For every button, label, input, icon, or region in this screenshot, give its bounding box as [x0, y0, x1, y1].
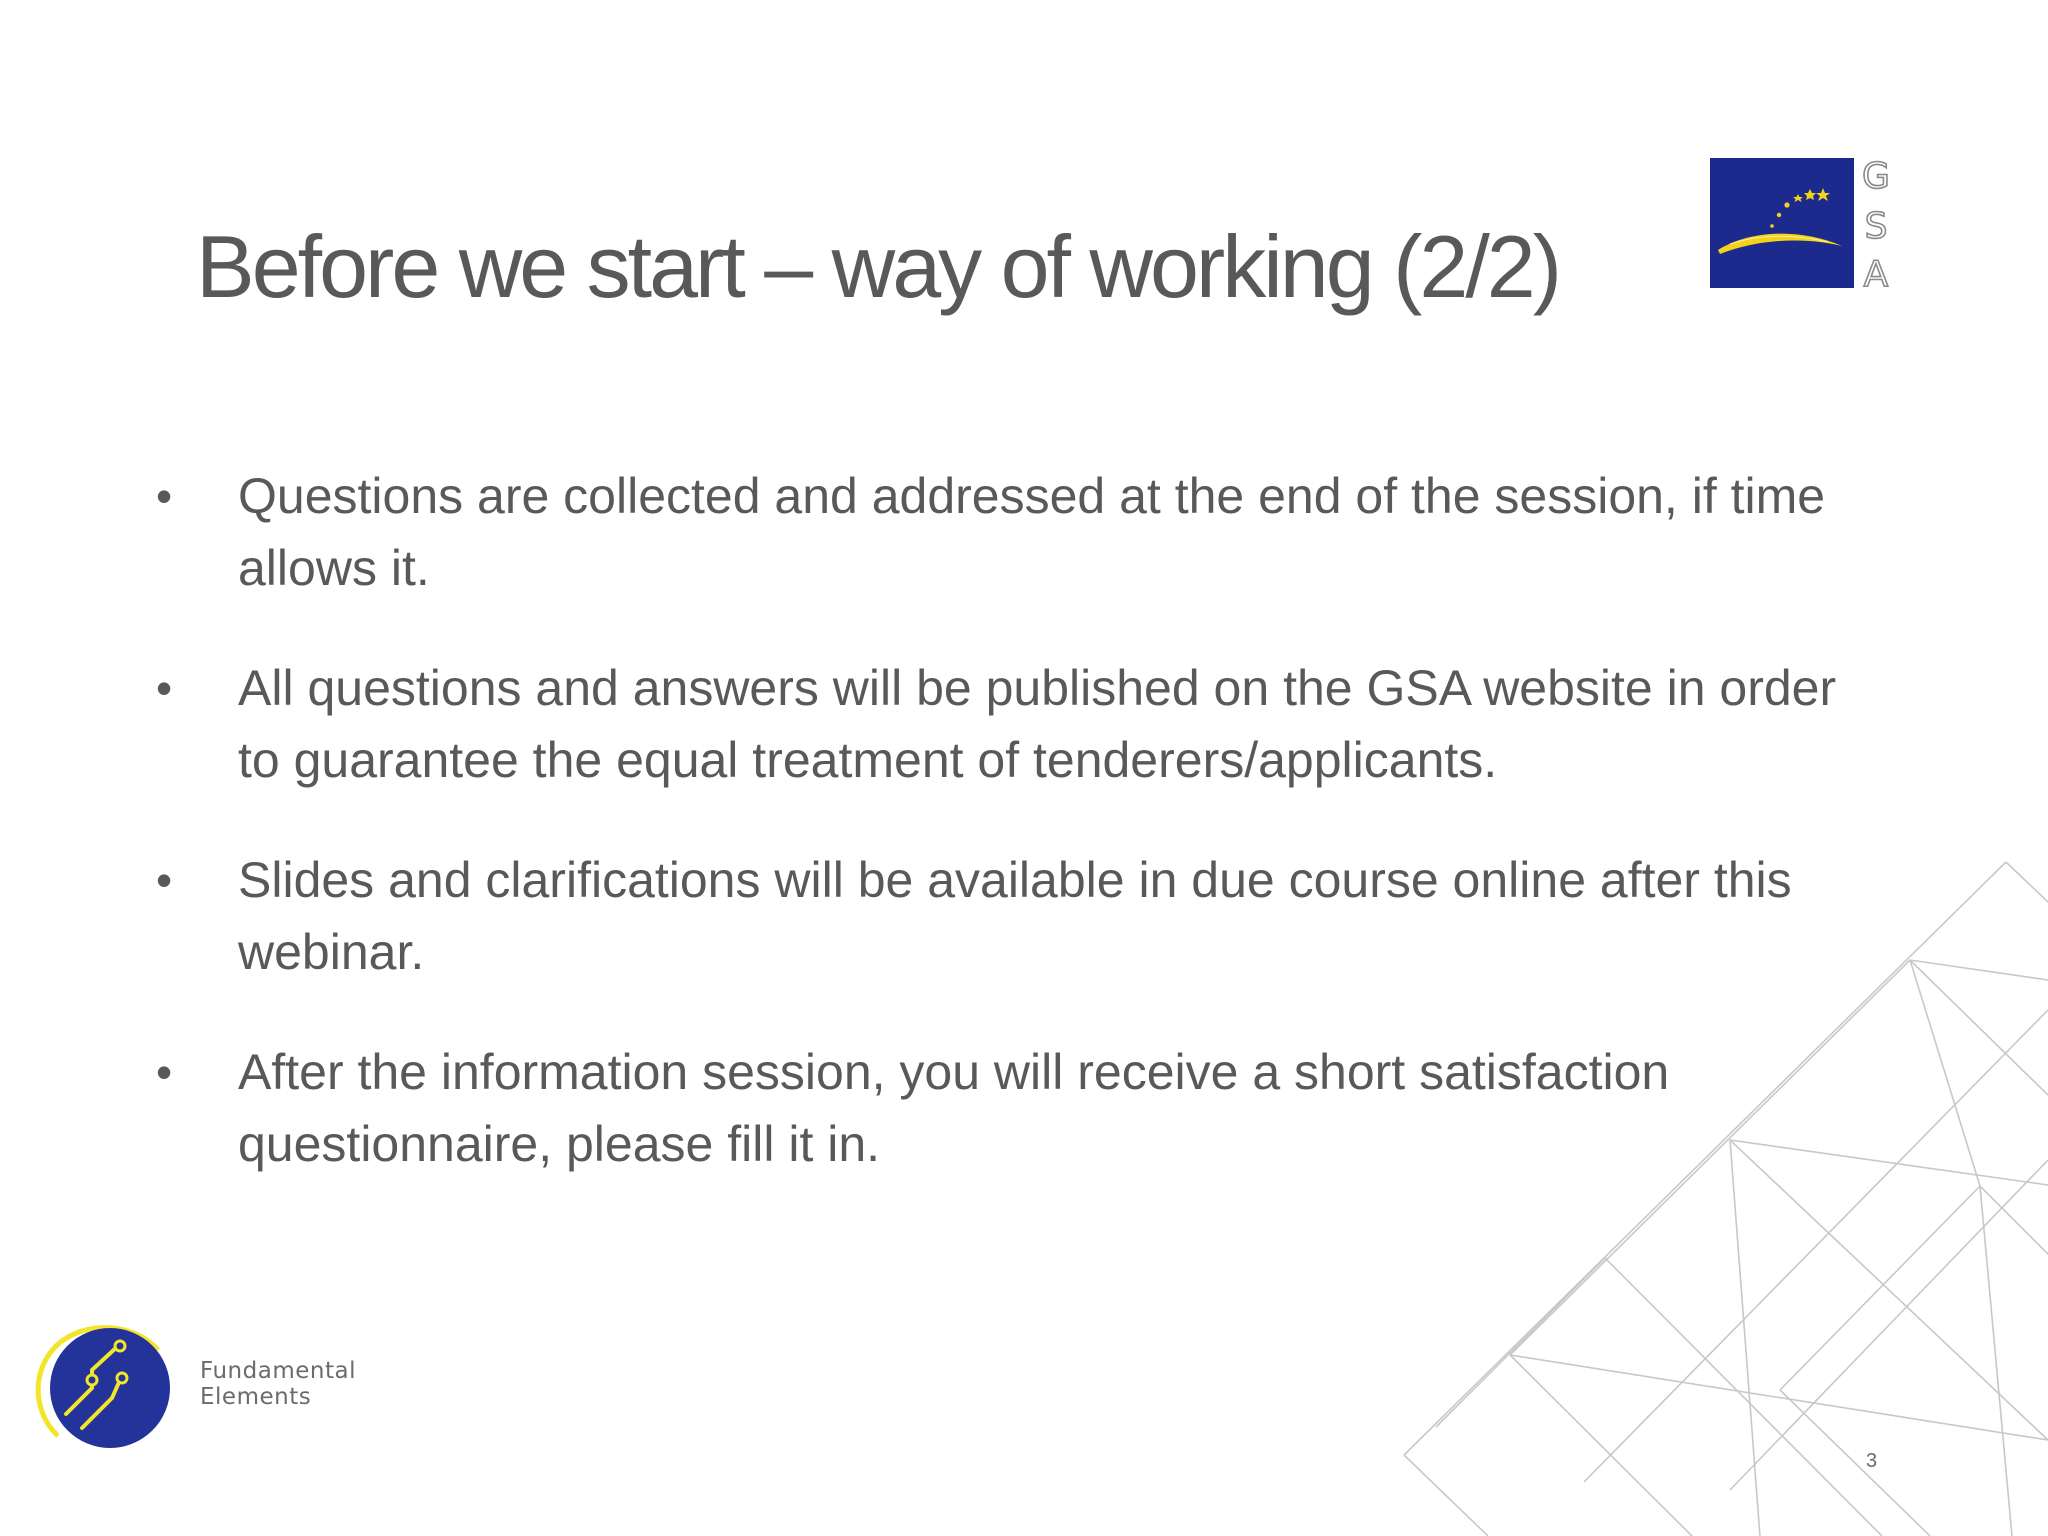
fundamental-elements-logo [30, 1318, 190, 1458]
fe-line-1: Fundamental [200, 1358, 356, 1384]
fundamental-elements-wordmark [200, 1358, 356, 1410]
bullet-text: After the information session, you will receive a short satisfaction questionnaire, please fill it in. [238, 1044, 1670, 1172]
slide-title: Before we start – way of working (2/2) [196, 217, 1560, 316]
bullet-item [156, 460, 1846, 604]
bullet-item [156, 652, 1846, 796]
decorative-line-pattern [1400, 850, 2048, 1536]
gsa-letter-s: S [1864, 206, 1888, 247]
bullet-dot: • [156, 470, 173, 522]
bullet-dot: • [156, 1046, 173, 1098]
bullet-text: Questions are collected and addressed at the end of the session, if time allows it. [238, 468, 1826, 596]
gsa-letter-g: G [1862, 158, 1890, 197]
bullet-text: Slides and clarifications will be available in due course online after this webinar. [238, 852, 1792, 980]
bullet-text: All questions and answers will be published on the GSA website in order to guarantee the equal treatment of tenderers/applicants. [238, 660, 1837, 788]
bullet-dot: • [156, 854, 173, 906]
page-number: 3 [1866, 1450, 1878, 1472]
fe-line-2: Elements [200, 1384, 312, 1410]
gsa-letter-a: A [1863, 254, 1889, 290]
gsa-logo [1710, 158, 1900, 290]
bullet-dot: • [156, 662, 173, 714]
